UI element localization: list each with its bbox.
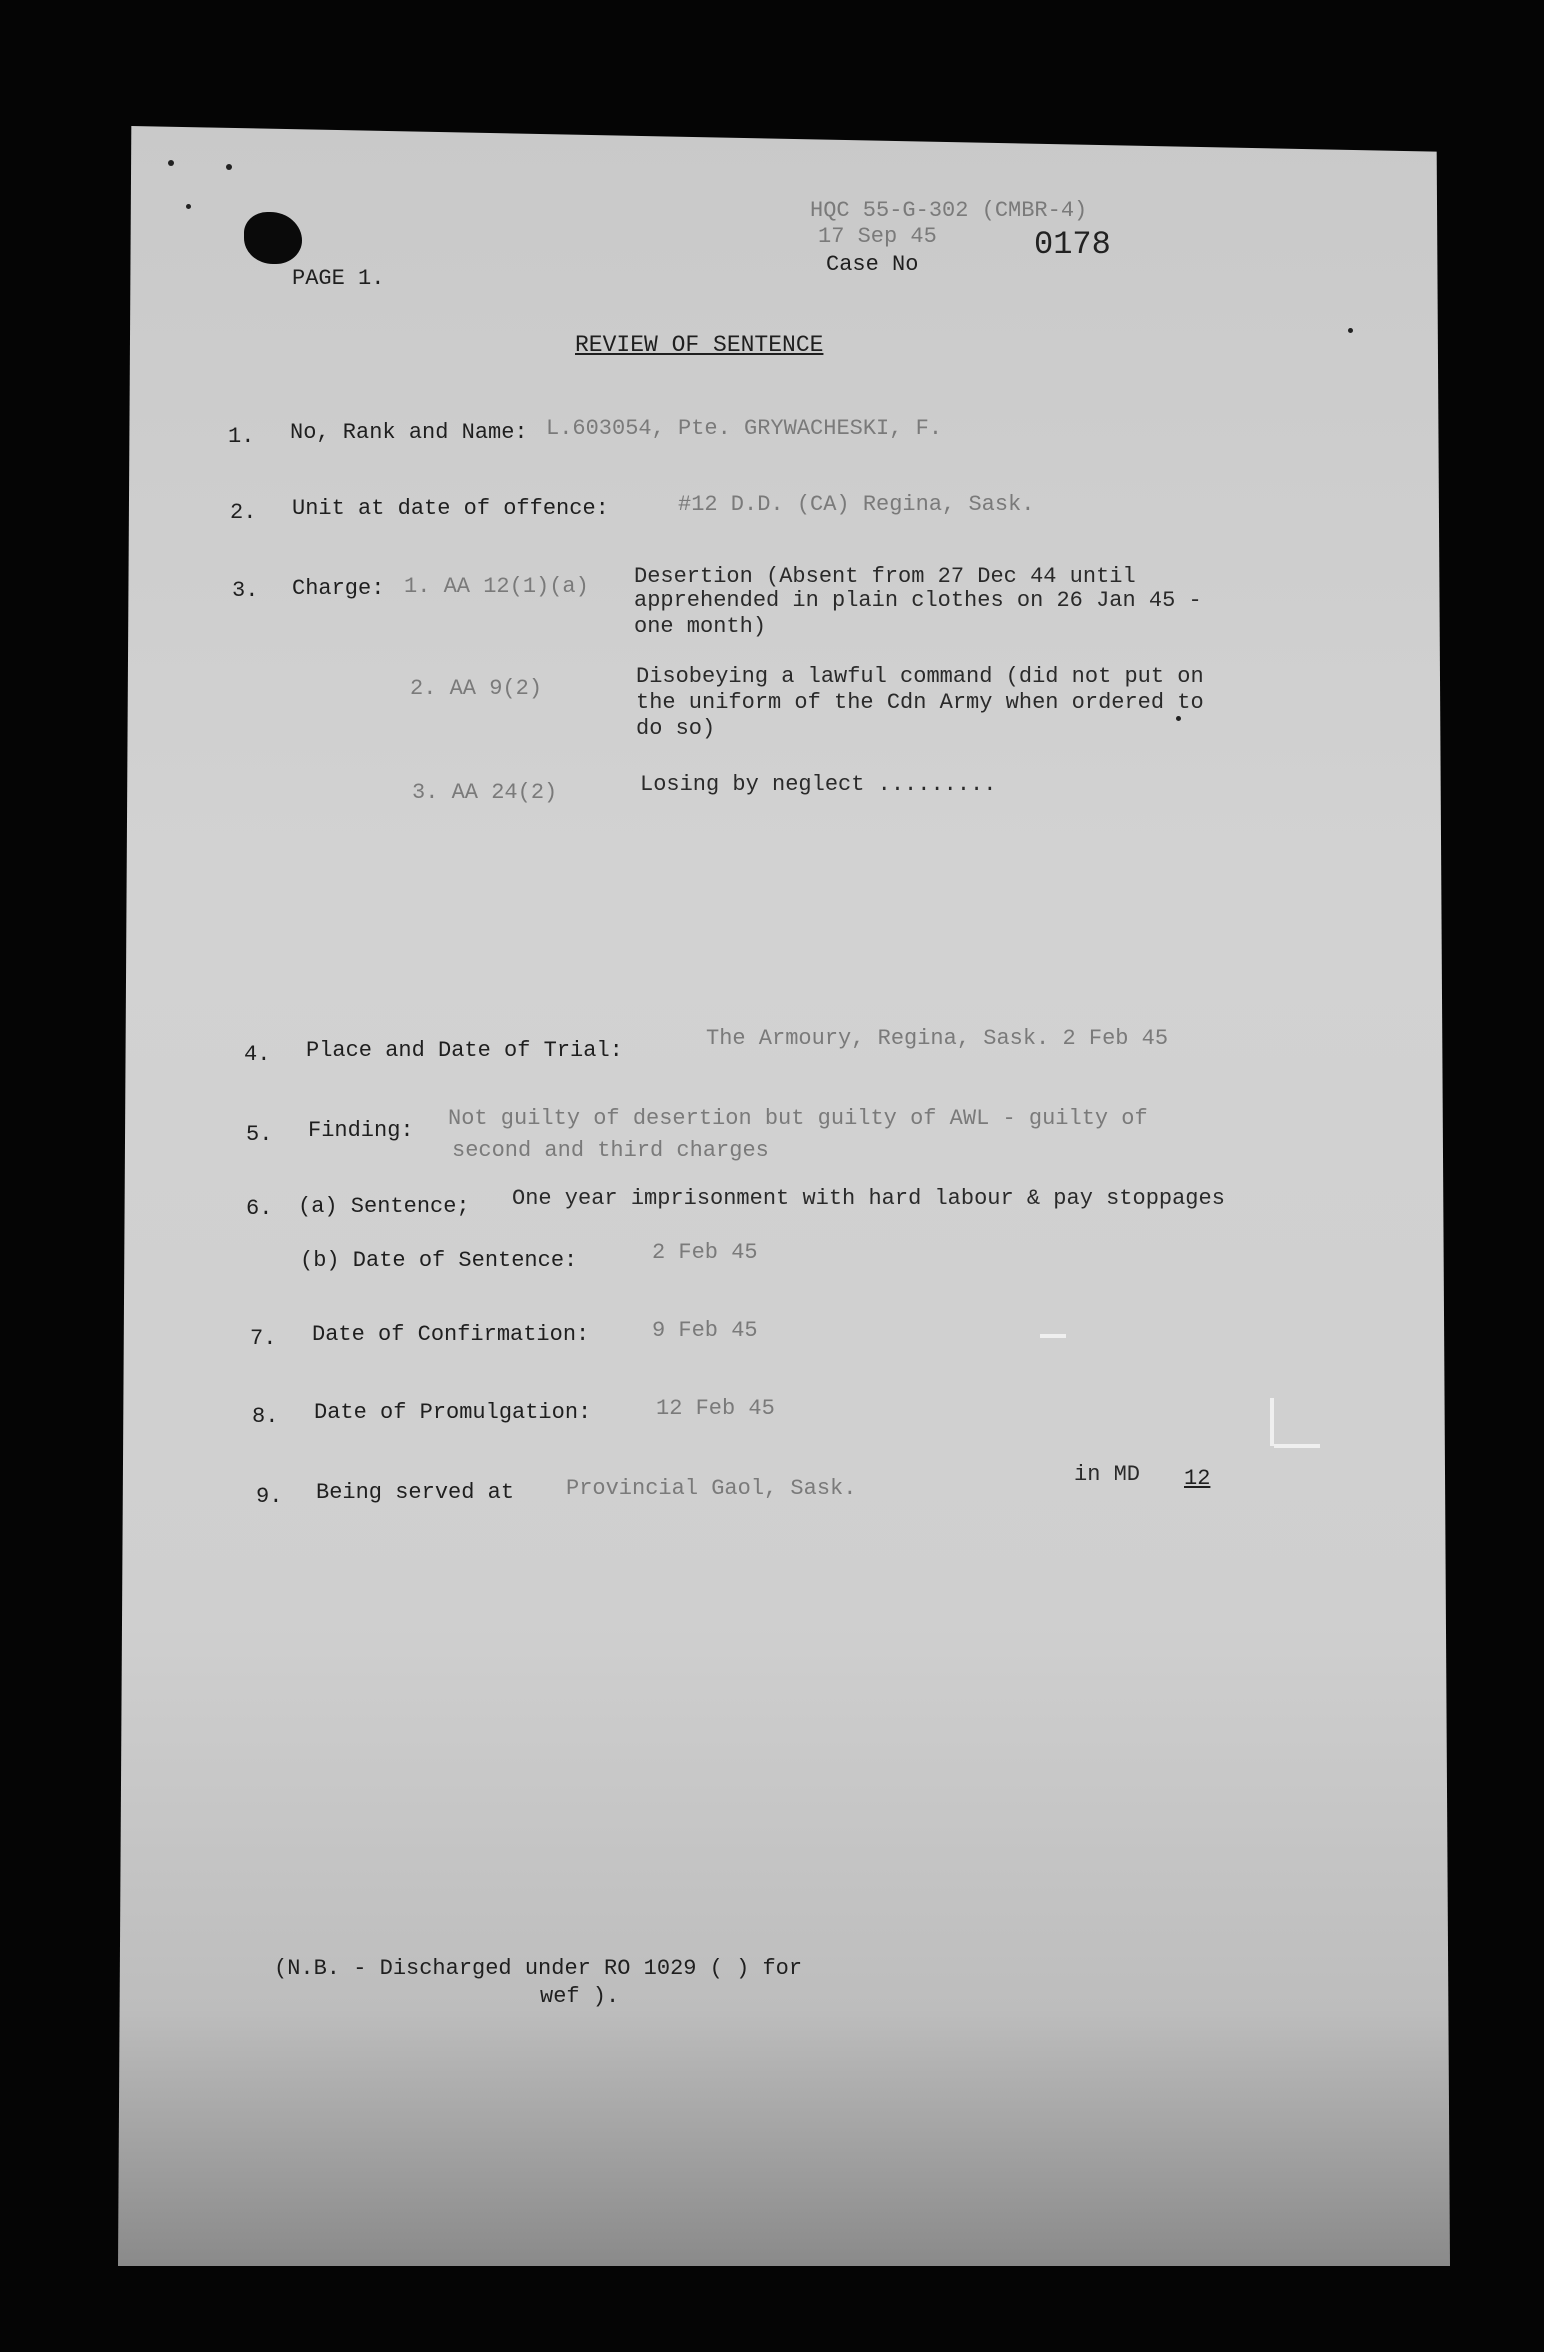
speck [186,204,191,209]
scratch-mark [1274,1444,1320,1448]
header-date: 17 Sep 45 [818,224,937,249]
discharge-note: (N.B. - Discharged under RO 1029 ( ) for [274,1956,803,1981]
item-number: 1. [228,424,255,449]
sentence-date-label: (b) Date of Sentence: [300,1248,578,1273]
charge-text: Desertion (Absent from 27 Dec 44 until [634,564,1136,589]
item-number: 9. [256,1484,283,1509]
charge-text: Losing by neglect ......... [640,772,997,797]
promulgation-label: Date of Promulgation: [314,1400,592,1425]
trial-value: The Armoury, Regina, Sask. 2 Feb 45 [706,1026,1169,1051]
served-value: Provincial Gaol, Sask. [566,1476,857,1501]
trial-label: Place and Date of Trial: [306,1038,623,1063]
finding-value: Not guilty of desertion but guilty of AWL - guilty of [448,1106,1148,1131]
speck [1348,328,1353,333]
sentence-value: One year imprisonment with hard labour & pay stoppages [512,1186,1225,1211]
charge-text: Disobeying a lawful command (did not put on [636,664,1204,689]
speck [1176,716,1181,721]
charge-text: the uniform of the Cdn Army when ordered to [636,690,1204,715]
document-title: REVIEW OF SENTENCE [575,332,824,358]
charge-ref: 2. AA 9(2) [410,676,543,701]
rank-name-label: No, Rank and Name: [290,420,528,445]
item-number: 8. [252,1404,279,1429]
charge-text: one month) [634,614,767,639]
confirmation-value: 9 Feb 45 [652,1318,758,1343]
charge-ref: 3. AA 24(2) [412,780,558,805]
charge-label: Charge: [292,576,385,601]
unit-label: Unit at date of offence: [292,496,609,521]
promulgation-value: 12 Feb 45 [656,1396,775,1421]
file-reference: HQC 55-G-302 (CMBR-4) [810,198,1088,223]
item-number: 6. [246,1196,273,1221]
speck [226,164,232,170]
charge-text: apprehended in plain clothes on 26 Jan 45 - [634,588,1202,613]
rank-name-value: L.603054, Pte. GRYWACHESKI, F. [546,416,943,441]
charge-text: do so) [636,716,716,741]
item-number: 2. [230,500,257,525]
page-label: PAGE 1. [292,266,385,291]
case-number: 0178 [1034,226,1111,263]
md-value: 12 [1184,1466,1211,1491]
item-number: 3. [232,578,259,603]
md-label: in MD [1074,1462,1141,1487]
finding-label: Finding: [308,1118,414,1143]
case-label: Case No [826,252,919,277]
item-number: 5. [246,1122,273,1147]
sentence-label: (a) Sentence; [298,1194,470,1219]
finding-value: second and third charges [452,1138,769,1163]
sentence-date-value: 2 Feb 45 [652,1240,758,1265]
speck [168,160,174,166]
unit-value: #12 D.D. (CA) Regina, Sask. [678,492,1035,517]
scratch-mark [1270,1398,1274,1446]
scratch-mark [1040,1334,1066,1338]
served-label: Being served at [316,1480,515,1505]
charge-ref: 1. AA 12(1)(a) [404,574,589,599]
confirmation-label: Date of Confirmation: [312,1322,590,1347]
item-number: 4. [244,1042,271,1067]
discharge-note-wef: wef ). [540,1984,620,2009]
item-number: 7. [250,1326,277,1351]
